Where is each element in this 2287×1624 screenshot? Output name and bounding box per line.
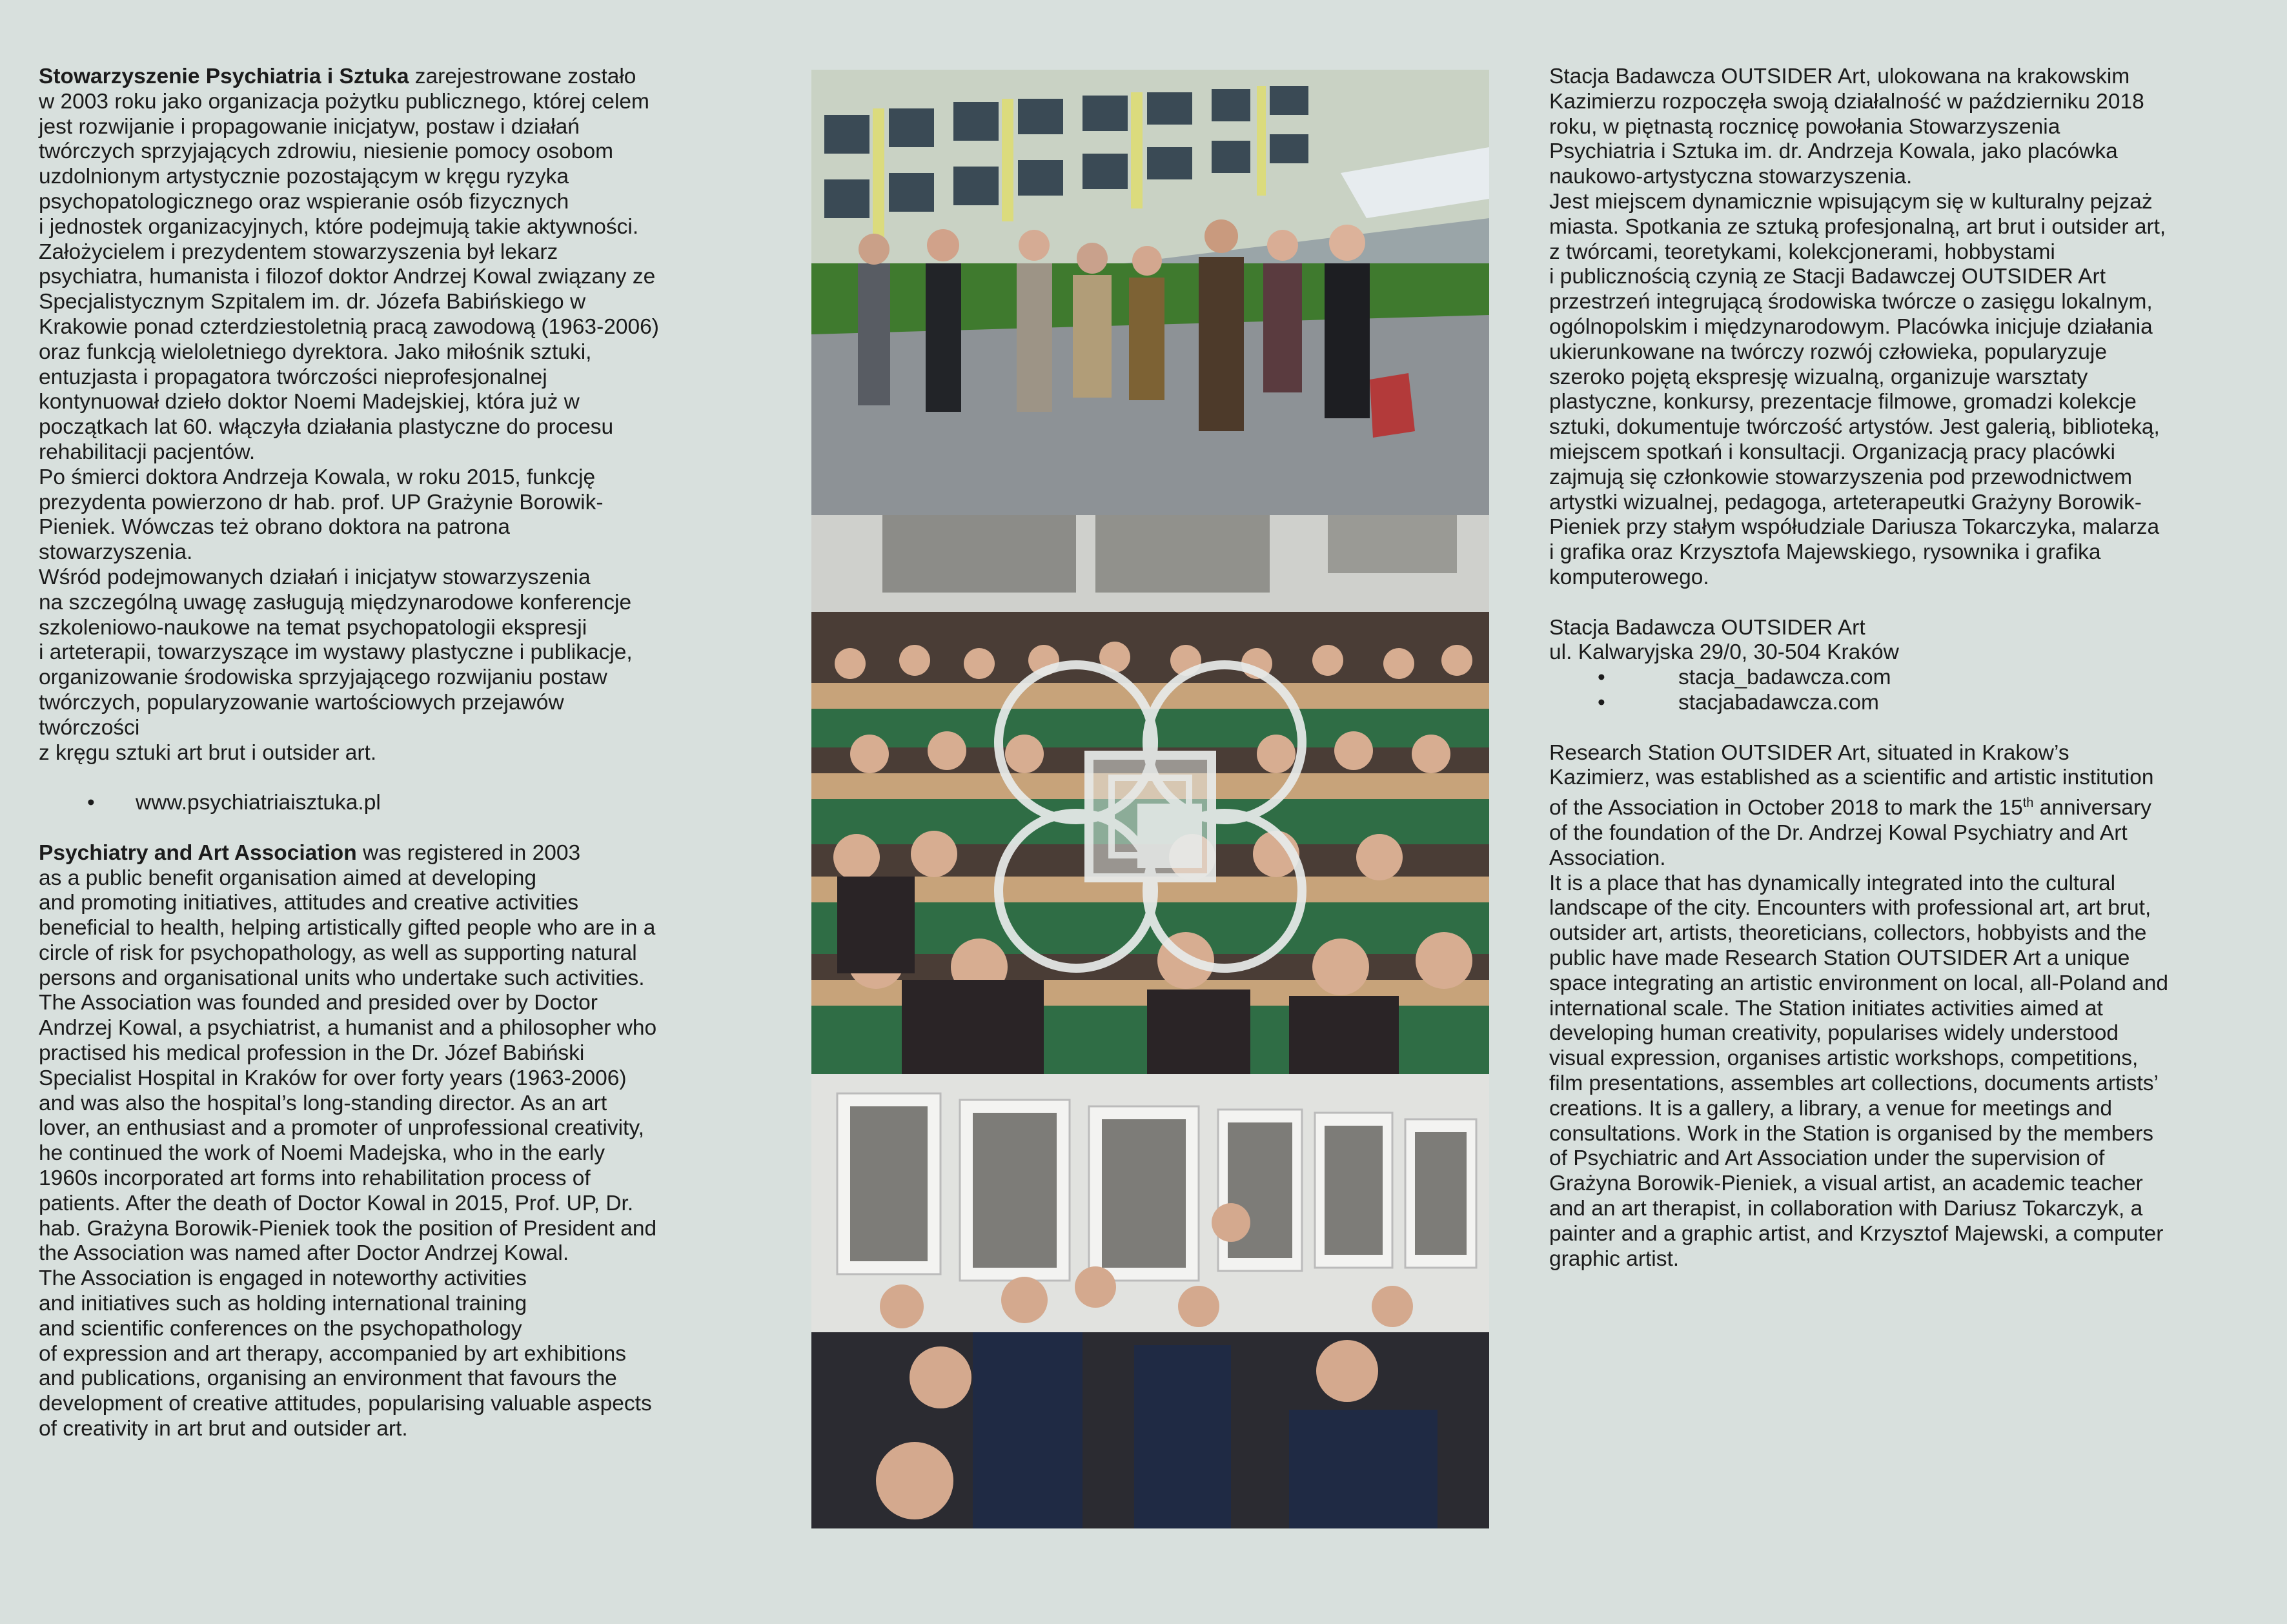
pl-association-body: zarejestrowane zostało w 2003 roku jako organizacja pożytku publicznego, której celem jest rozwijanie i propagowanie inicjatyw, postaw i działań twórczych sprzyjających zdrowiu, niesienie pomocy osobom uzdolnionym artystycznie pozostającym w kręgu ryzyka psychopatologicznego oraz wspieranie osób fizycznych i jednostek organizacyjnych, które podejmują takie aktywności. Założycielem i prezydentem stowarzyszenia był lekarz psychiatra, humanista i filozof doktor Andrzej Kowal związany ze Specjalistycznym Szpitalem im. dr. Józefa Babińskiego w Krakowie ponad czterdziestoletnią pracą zawodową (1963-2006) oraz funkcją wieloletniego dyrektora. Jako miłośnik sztuki, entuzjasta i propagatora twórczości nieprofesjonalnej kontynuował dzieło doktor Noemi Madejskiej, która już w początkach lat 60. włączyła działania plastyczne do procesu rehabilitacji pacjentów. Po śmierci doktora Andrzeja Kowala, w roku 2015, funkcję prezydenta powierzono dr hab. prof. UP Grażynie Borowik- Pieniek. Wówczas też obrano doktora na patrona stowarzyszenia. Wśród podejmowanych działań i inicjatyw stowarzyszenia na szczególną uwagę zasługują międzynarodowe konferencje szkoleniowo-naukowe na temat psychopatologii ekspresji i arteterapii, towarzyszące im wystawy plastyczne i publikacje, organizowanie środowiska sprzyjającego rozwijaniu postaw twórczych, popularyzowanie wartościowych przejawów twórczości z kręgu sztuki art brut i outsider art. xyxy=(39,65,659,765)
en-station-body-2: anniversary of the foundation of the Dr. Andrzej Kowal Psychiatry and Art Association. It is a place that has dynamically integrated into the cultural landscape of the city. Encounters with professional art, art brut, outsider art, artists, theoreticians, collectors, hobbyists and the public have made Research Station OUTSIDER Art a unique space integrating an artistic environment on local, all-Poland and international scale. The Station initiates activities aimed at developing human creativity, popularises widely understood visual expression, organises artistic workshops, competitions, film presentations, assembles art collections, documents artists’ creations. It is a gallery, a library, a venue for meetings and consultations. Work in the Station is organised by the members of Psychiatric and Art Association under the supervision of Grażyna Borowik-Pieniek, a visual artist, an academic teacher and an art therapist, in collaboration with Dariusz Tokarczyk, a painter and a graphic artist, and Krzysztof Majewski, a computer graphic artist. xyxy=(1549,796,2169,1271)
photo-gallery-audience xyxy=(811,1074,1489,1528)
association-logo xyxy=(982,649,1318,984)
pl-association-paragraph xyxy=(39,65,742,766)
pl-association-title: Stowarzyszenie Psychiatria i Sztuka xyxy=(39,65,409,88)
station-address-name: Stacja Badawcza OUTSIDER Art xyxy=(1549,615,1865,640)
station-link-2[interactable]: • stacjabadawcza.com xyxy=(1549,691,2266,716)
en-association-body: was registered in 2003 as a public benefit organisation aimed at developing and promoting initiatives, attitudes and creative activities beneficial to health, helping artistically gifted people who are in a circle of risk for psychopathology, as well as supporting natural persons and organisational units who undertake such activities. The Association was founded and presided over by Doctor Andrzej Kowal, a psychiatrist, a humanist and a philosopher who practised his medical profession in the Dr. Józef Babiński Specialist Hospital in Kraków for over forty years (1963-2006) and was also the hospital’s long-standing director. As an art lover, an enthusiast and a promoter of unprofessional creativity, he continued the work of Noemi Madejska, who in the early 1960s incorporated art forms into rehabilitation process of patients. After the death of Doctor Kowal in 2015, Prof. UP, Dr. hab. Grażyna Borowik-Pieniek took the position of President and the Association was named after Doctor Andrzej Kowal. The Association is engaged in noteworthy activities and initiatives such as holding international training and scientific conferences on the psychopathology of expression and art therapy, accompanied by art exhibitions and publications, organising an environment that favours the development of creative attitudes, popularising valuable aspects of creativity in art brut and outsider art. xyxy=(39,840,657,1441)
en-association-paragraph xyxy=(39,841,742,1442)
station-link-1[interactable]: • stacja_badawcza.com xyxy=(1549,665,2266,691)
pl-link-list xyxy=(39,791,742,816)
en-station-paragraph xyxy=(1549,741,2266,1272)
photo-group-outside-building xyxy=(811,70,1489,515)
left-column xyxy=(39,65,742,1442)
right-column xyxy=(1549,65,2266,1272)
station-link-list xyxy=(1549,665,2266,716)
en-association-title: Psychiatry and Art Association xyxy=(39,840,357,865)
en-station-superscript: th xyxy=(2022,796,2034,811)
station-address-street: ul. Kalwaryjska 29/0, 30-504 Kraków xyxy=(1549,640,1899,665)
pl-website-link[interactable]: • www.psychiatriaisztuka.pl xyxy=(39,791,742,816)
pl-station-paragraph: Stacja Badawcza OUTSIDER Art, ulokowana na krakowskim Kazimierzu rozpoczęła swoją działalność w październiku 2018 roku, w piętnastą rocznicę powołania Stowarzyszenia Psychiatria i Sztuka im. dr. Andrzeja Kowala, jako placówka naukowo-artystyczna stowarzyszenia. Jest miejscem dynamicznie wpisującym się w kulturalny pejzaż miasta. Spotkania ze sztuką profesjonalną, art brut i outsider art, z twórcami, teoretykami, kolekcjonerami, hobbystami i publicznością czynią ze Stacji Badawczej OUTSIDER Art przestrzeń integrującą środowiska twórcze o zasięgu lokalnym, ogólnopolskim i międzynarodowym. Placówka inicjuje działania ukierunkowane na twórczy rozwój człowieka, popularyzuje szeroko pojętą ekspresję wizualną, organizuje warsztaty plastyczne, konkursy, prezentacje filmowe, gromadzi kolekcje sztuki, dokumentuje twórczość artystów. Jest galerią, biblioteką, miejscem spotkań i konsultacji. Organizacją pracy placówki zajmują się członkowie stowarzyszenia pod przewodnictwem artystki wizualnej, pedagoga, arteterapeutki Grażyny Borowik- Pieniek przy stałym współudziale Dariusza Tokarczyka, malarza i grafika oraz Krzysztofa Majewskiego, rysownika i grafika komputerowego. xyxy=(1549,65,2166,589)
en-station-body-1: Research Station OUTSIDER Art, situated in Krakow’s Kazimierz, was established as a scientific and artistic institution of the Association in October 2018 to mark the 15 xyxy=(1549,740,2154,820)
